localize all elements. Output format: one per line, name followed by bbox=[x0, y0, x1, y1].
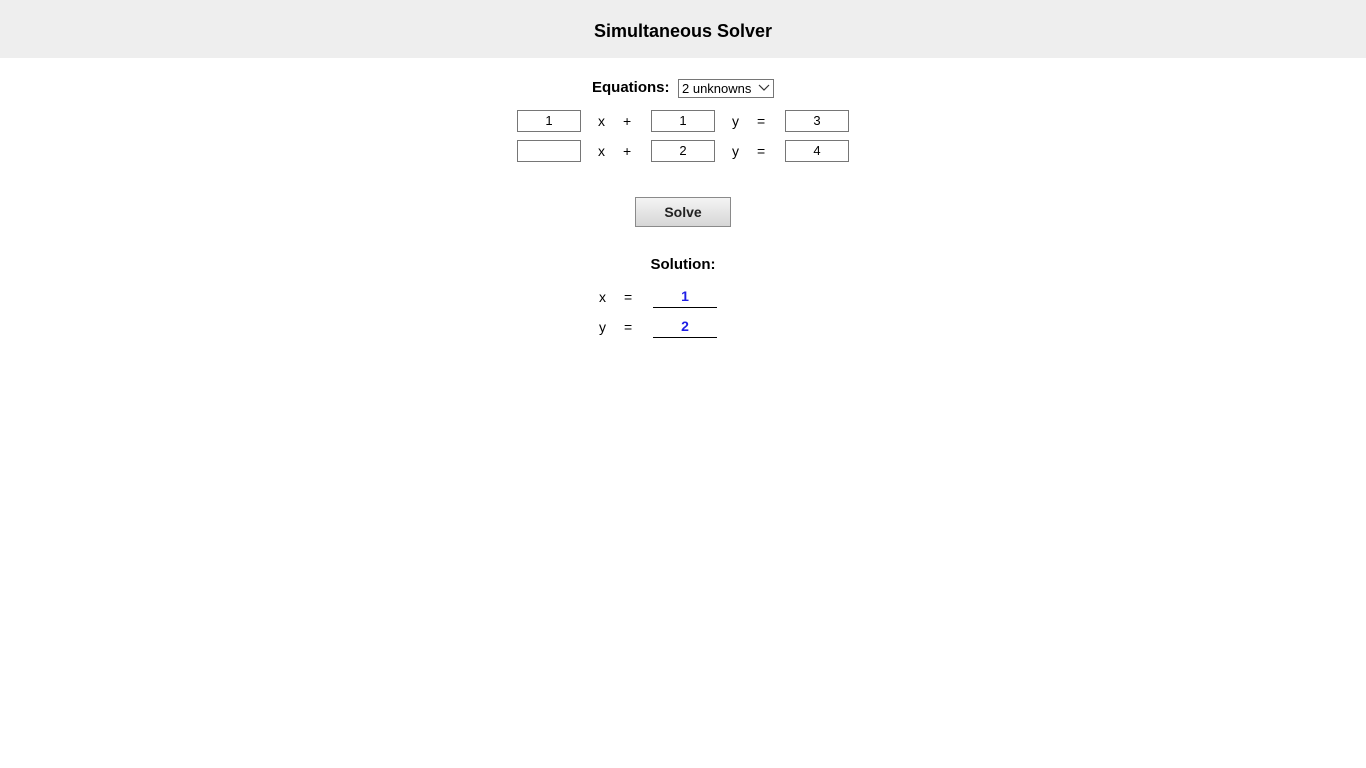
solution-label: Solution: bbox=[650, 256, 716, 273]
eq2-plus: + bbox=[623, 143, 632, 159]
eq1-equals: = bbox=[757, 113, 766, 129]
unknowns-select[interactable] bbox=[678, 79, 774, 98]
eq2-var-y: y bbox=[732, 143, 739, 159]
solution-equals-x: = bbox=[624, 289, 633, 305]
eq2-coef-x-input[interactable] bbox=[517, 140, 581, 162]
equations-label: Equations: bbox=[592, 79, 670, 96]
eq1-var-x: x bbox=[598, 113, 605, 129]
solution-var-x: x bbox=[599, 289, 606, 305]
solve-button[interactable]: Solve bbox=[635, 197, 731, 227]
eq2-var-x: x bbox=[598, 143, 605, 159]
eq2-coef-y-input[interactable]: 2 bbox=[651, 140, 715, 162]
eq1-coef-x-input[interactable]: 1 bbox=[517, 110, 581, 132]
eq1-coef-y-input[interactable]: 1 bbox=[651, 110, 715, 132]
chevron-down-icon bbox=[758, 83, 770, 93]
eq1-var-y: y bbox=[732, 113, 739, 129]
solution-value-x: 1 bbox=[653, 287, 717, 308]
eq2-constant-input[interactable]: 4 bbox=[785, 140, 849, 162]
unknowns-select-value: 2 unknowns bbox=[682, 81, 752, 96]
eq1-constant-input[interactable]: 3 bbox=[785, 110, 849, 132]
solution-var-y: y bbox=[599, 319, 606, 335]
eq1-plus: + bbox=[623, 113, 632, 129]
page-title: Simultaneous Solver bbox=[593, 21, 773, 41]
solution-equals-y: = bbox=[624, 319, 633, 335]
eq2-equals: = bbox=[757, 143, 766, 159]
solution-value-y: 2 bbox=[653, 317, 717, 338]
